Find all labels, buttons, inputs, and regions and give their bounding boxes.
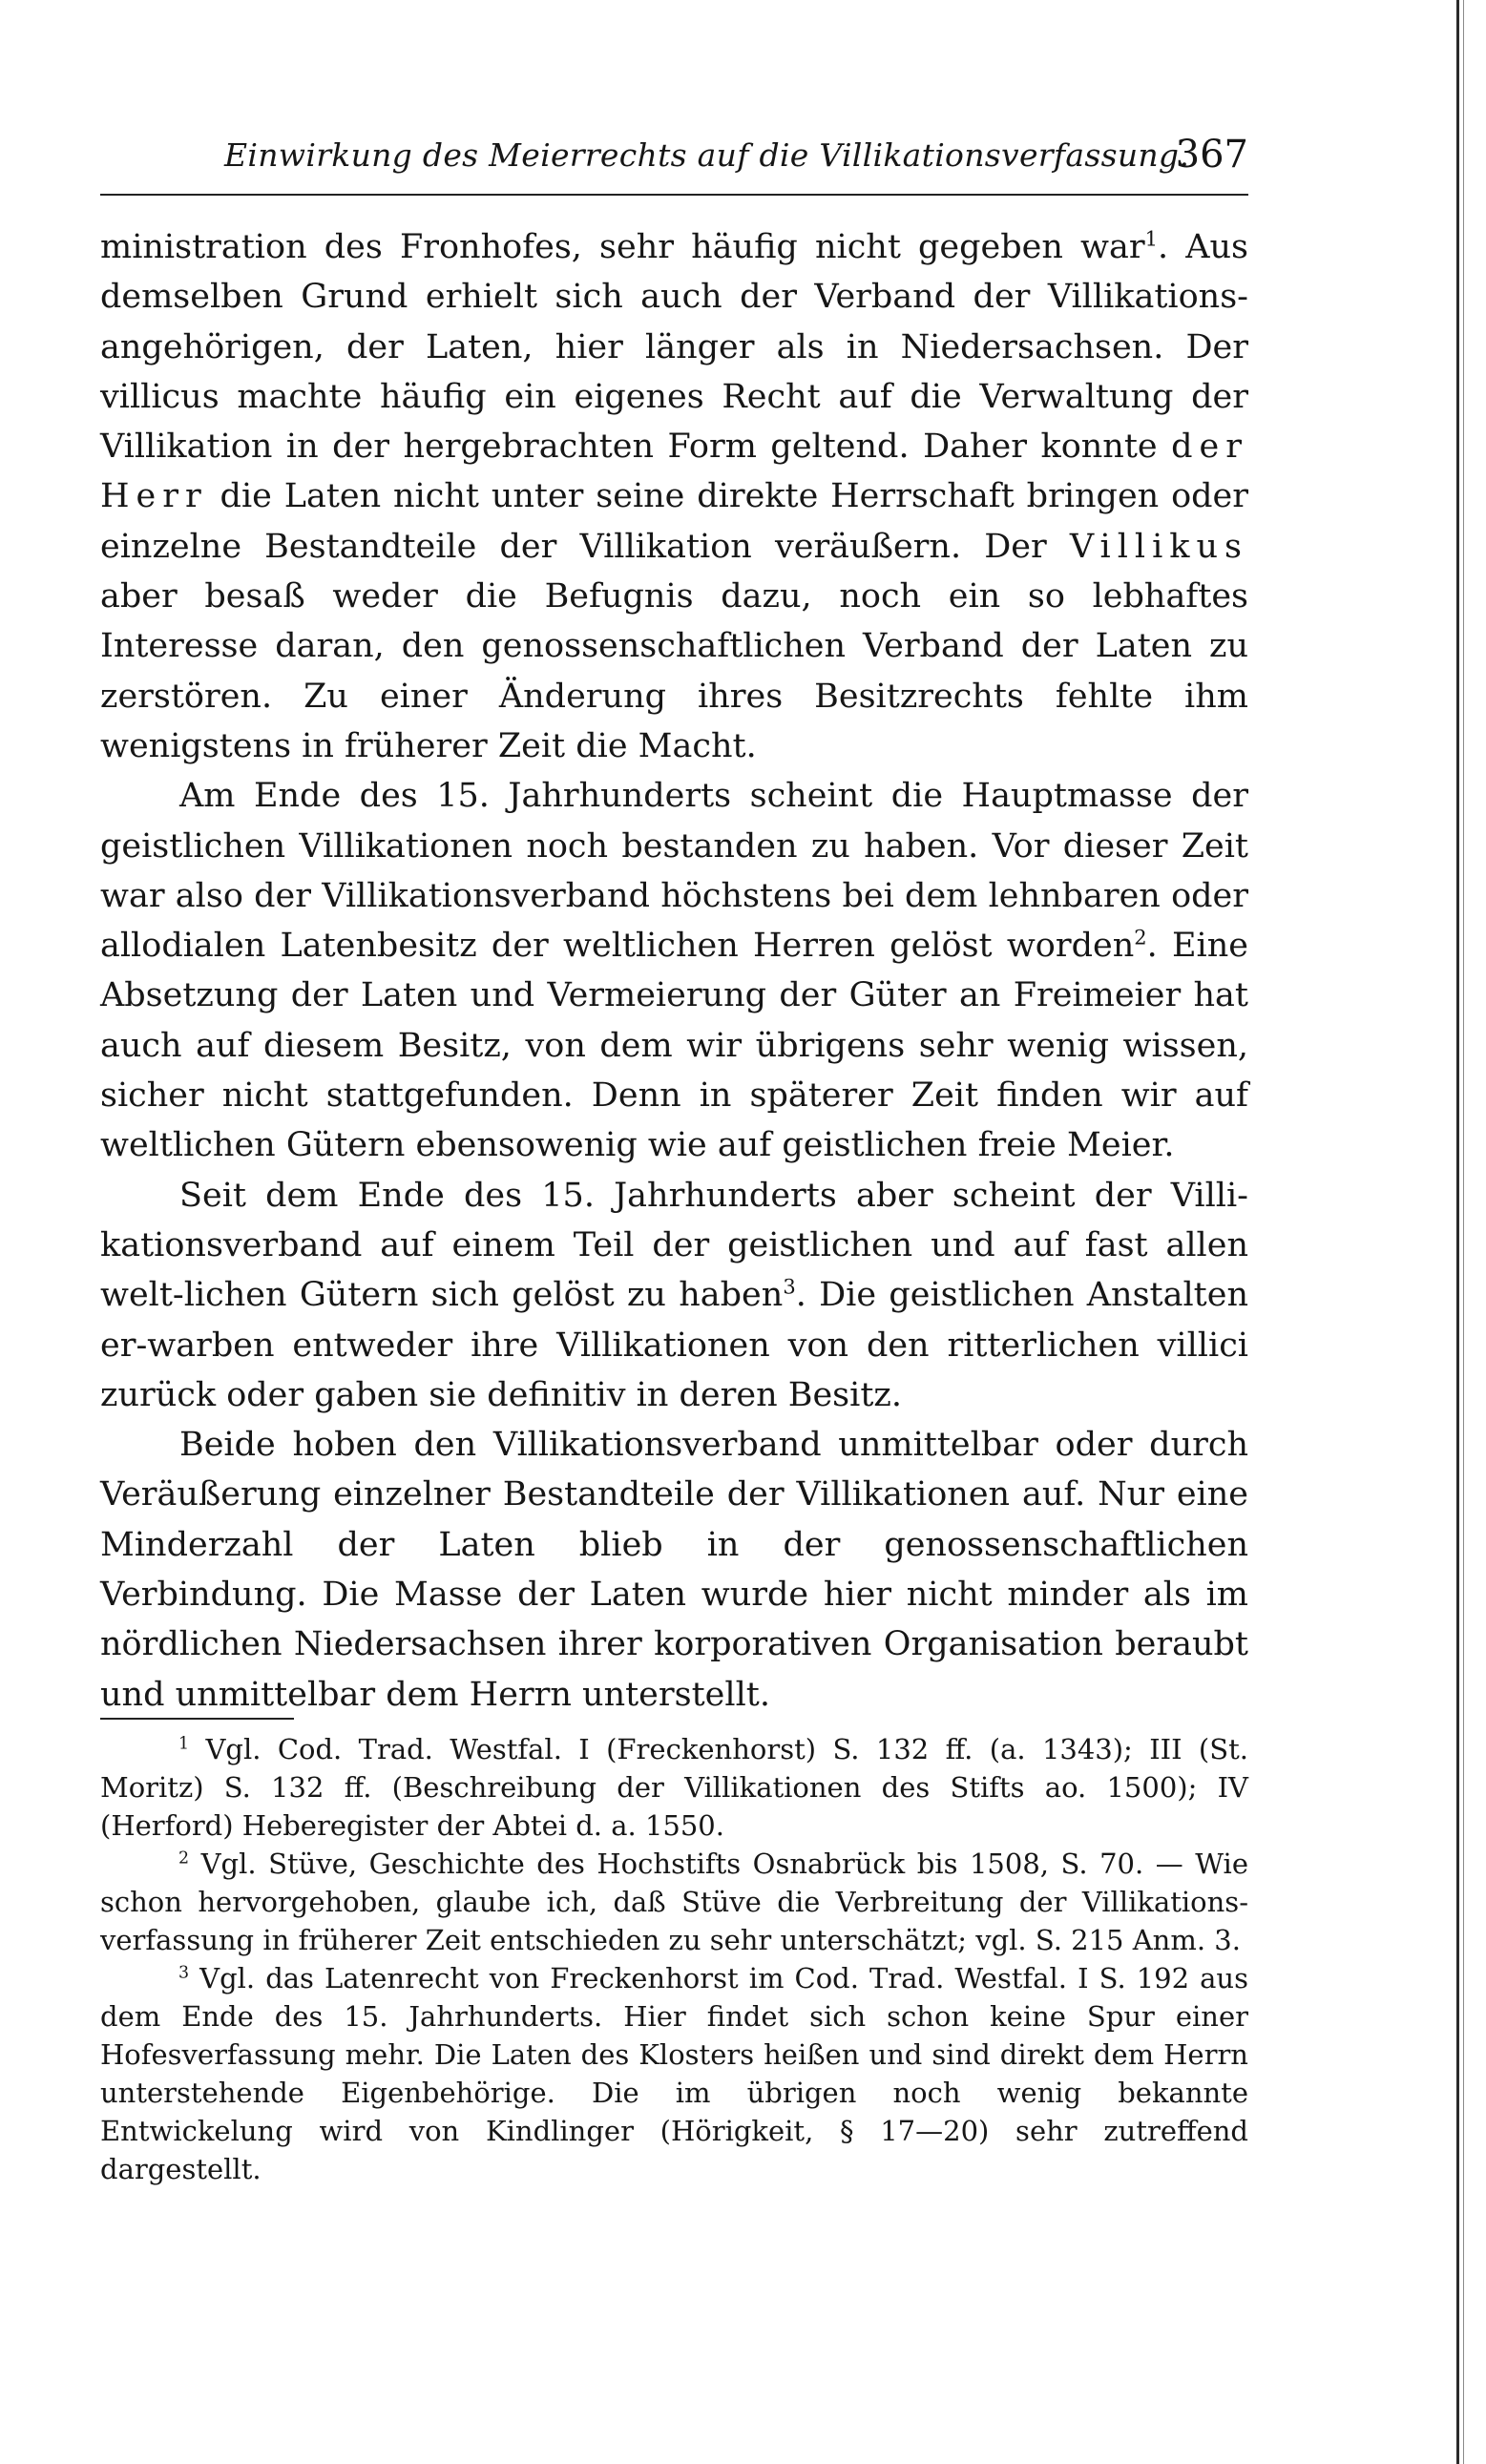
footnote-1-mark: 1 (178, 1734, 190, 1754)
paragraph-1-text-b: . Aus demselben Grund erhielt sich auch der Verband der Villikations-angehörigen, der Laten, hier länger als in Niedersachsen. Der villicus machte häufig ein eigenes Recht auf die Verwaltung der Villikation in der hergebrachten Form geltend. Daher konnte (100, 228, 1249, 467)
paragraph-1-text-d: aber besaß weder die Befugnis dazu, noch ein so lebhaftes Interesse daran, den genossenschaftlichen Verband der Laten zu zerstören. Zu einer Änderung ihres Besitzrechts fehlte ihm wenigstens in früherer Zeit die Macht. (100, 577, 1248, 765)
paragraph-3 (100, 1171, 1248, 1420)
footnote-ref-2: 2 (1134, 926, 1147, 950)
scan-edge-shadow (1456, 0, 1459, 2464)
spaced-word-herr: Herr (100, 477, 208, 516)
footnote-ref-1: 1 (1144, 227, 1158, 251)
paragraph-1 (100, 222, 1248, 771)
paragraph-2-text-a: Am Ende des 15. Jahrhunderts scheint die Hauptmasse der geistlichen Villikationen noch bestanden zu haben. Vor dieser Zeit war also der Villikationsverband höchstens bei dem lehnbaren oder allodialen Latenbesitz der weltlichen Herren gelöst worden (100, 777, 1248, 966)
paragraph-1-text-c: die Laten nicht unter seine direkte Herrschaft bringen oder einzelne Bestandteile der Villikation veräußern. Der (100, 477, 1248, 566)
spaced-word-villikus: Villikus (1069, 527, 1248, 566)
scan-edge-line (1463, 0, 1464, 2464)
footnote-3-text: Vgl. das Latenrecht von Freckenhorst im Cod. Trad. Westfal. I S. 192 aus dem Ende des 15. Jahrhunderts. Hier findet sich schon keine Spur einer Hofesverfassung mehr. Die Laten des Klosters heißen und sind direkt dem Herrn unterstehende Eigenbehörige. Die im übrigen noch wenig bekannte Entwickelung wird von Kindlinger (Hörigkeit, § 17—20) sehr zutreffend dargestellt. (100, 1962, 1248, 2185)
paragraph-3-text-b: . Die geistlichen Anstalten er-warben entweder ihre Villikationen von den ritterlichen villici zurück oder gaben sie definitiv in deren Besitz. (100, 1276, 1248, 1414)
footnote-3 (100, 1959, 1248, 2188)
footnote-1-text: Vgl. Cod. Trad. Westfal. I (Freckenhorst) S. 132 ff. (a. 1343); III (St. Moritz) S. 132 ff. (Beschreibung der Villikationen des Stifts ao. 1500); IV (Herford) Heberegister der Abtei d. a. 1550. (100, 1733, 1248, 1842)
page-header (100, 133, 1248, 194)
footnote-2-mark: 2 (178, 1848, 190, 1869)
footnotes (100, 1730, 1248, 2188)
footnote-3-mark: 3 (178, 1963, 190, 1983)
paragraph-3-text-a: Seit dem Ende des 15. Jahrhunderts aber scheint der Villi-kationsverband auf einem Teil der geistlichen und auf fast allen welt-lichen Gütern sich gelöst zu haben (100, 1176, 1248, 1315)
paragraph-2-text-b: . Eine Absetzung der Laten und Vermeierung der Güter an Freimeier hat auch auf diesem Besitz, von dem wir übrigens sehr wenig wissen, sicher nicht stattgefunden. Denn in späterer Zeit finden wir auf weltlichen Gütern ebensowenig wie auf geistlichen freie Meier. (100, 927, 1249, 1165)
footnote-rule (100, 1718, 294, 1720)
page-number: 367 (1175, 133, 1248, 177)
running-title: Einwirkung des Meierrechts auf die Villikationsverfassung. (224, 136, 1190, 174)
footnote-2 (100, 1845, 1248, 1959)
spaced-word-der: der (1171, 428, 1248, 467)
paragraph-4: Beide hoben den Villikationsverband unmittelbar oder durch Veräußerung einzelner Bestandteile der Villikationen auf. Nur eine Minderzahl der Laten blieb in der genossenschaftlichen Verbindung. Die Masse der Laten wurde hier nicht minder als im nördlichen Niedersachsen ihrer korporativen Organisation beraubt und unmittelbar dem Herrn unterstellt. (100, 1426, 1248, 1714)
paragraph-2 (100, 771, 1248, 1170)
footnote-1 (100, 1730, 1248, 1845)
paragraph-1-text-a: ministration des Fronhofes, sehr häufig nicht gegeben war (100, 228, 1145, 266)
header-rule (100, 194, 1248, 196)
footnote-2-text: Vgl. Stüve, Geschichte des Hochstifts Osnabrück bis 1508, S. 70. — Wie schon hervorgehoben, glaube ich, daß Stüve die Verbreitung der Villikations-verfassung in früherer Zeit entschieden zu sehr unterschätzt; vgl. S. 215 Anm. 3. (100, 1848, 1248, 1956)
footnote-ref-3: 3 (783, 1275, 796, 1299)
main-text (100, 222, 1248, 1720)
